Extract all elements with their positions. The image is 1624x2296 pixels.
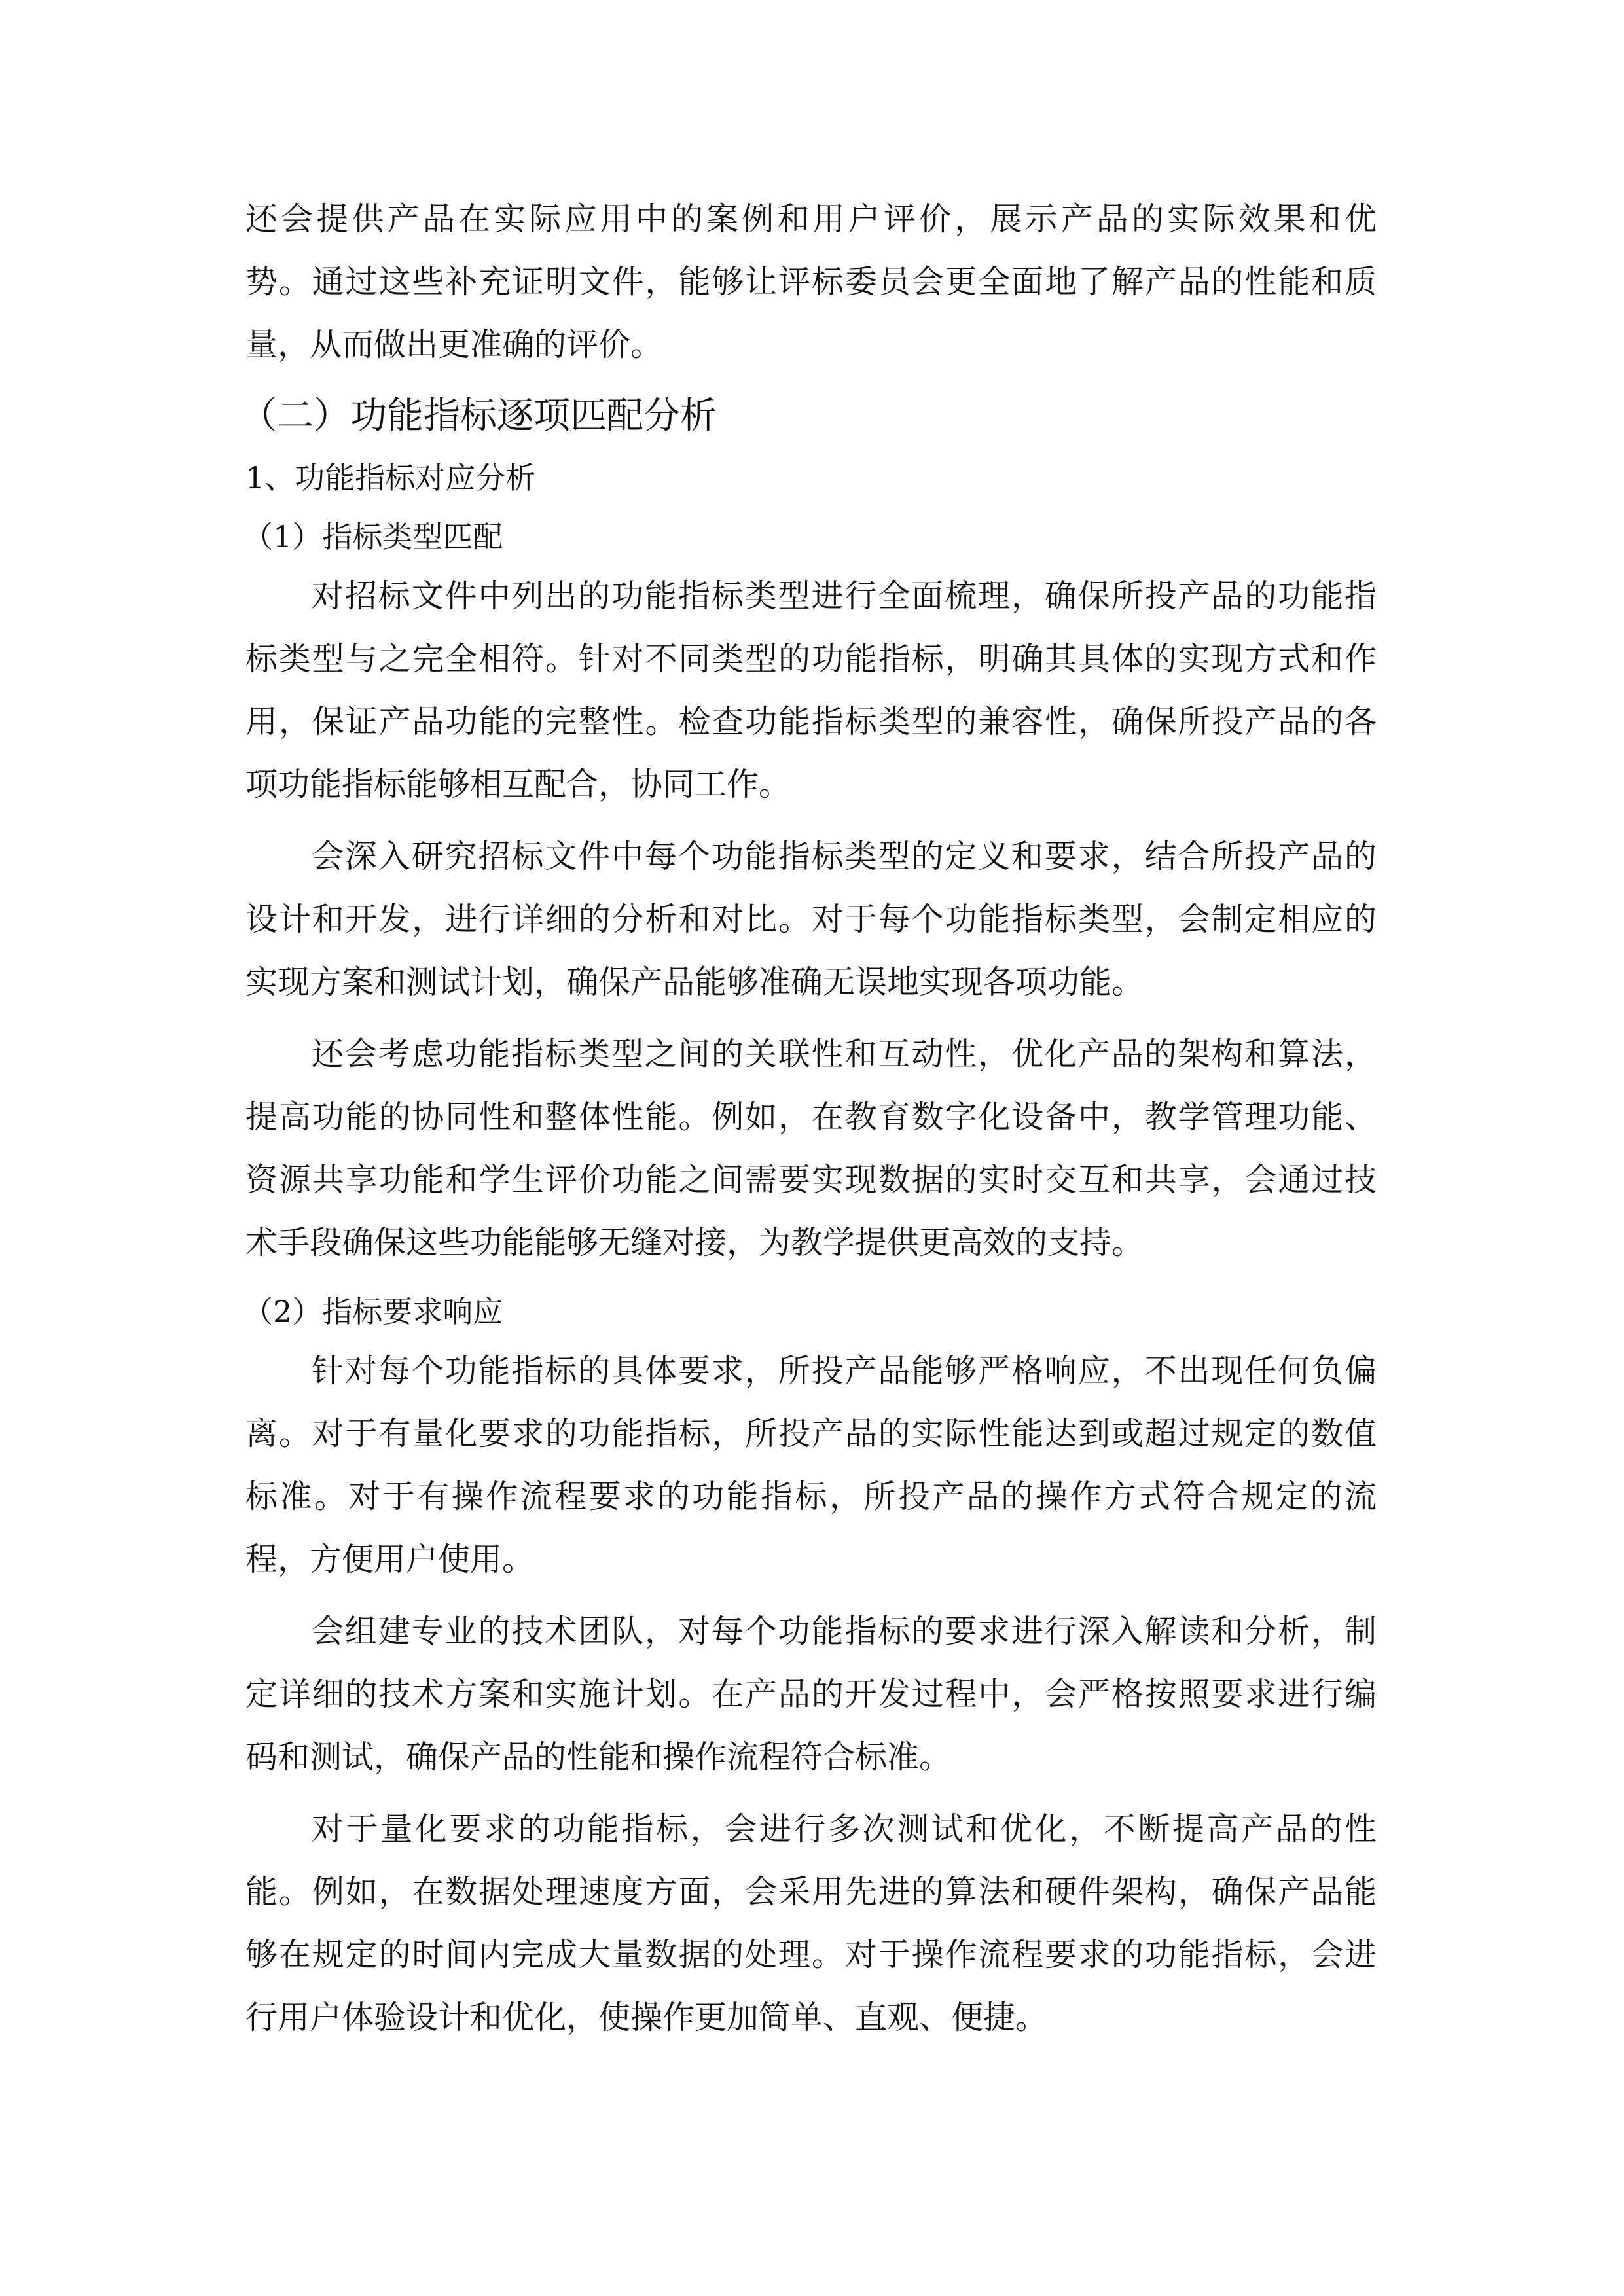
paragraph-line: 针对每个功能指标的具体要求，所投产品能够严格响应，不出现任何负偏 (312, 1352, 1377, 1390)
paragraph-line: 提高功能的协同性和整体性能。例如，在教育数字化设备中，教学管理功能、 (245, 1098, 1377, 1136)
paragraph (245, 1798, 1377, 2049)
paragraph (245, 188, 1377, 376)
paragraph-line: 量，从而做出更准确的评价。 (245, 326, 663, 363)
paragraph-line: 够在规定的时间内完成大量数据的处理。对于操作流程要求的功能指标，会进 (245, 1936, 1377, 1973)
paragraph-line: 标类型与之完全相符。针对不同类型的功能指标，明确其具体的实现方式和作 (245, 640, 1377, 677)
paragraph (245, 1600, 1377, 1789)
paragraph-line: 项功能指标能够相互配合，协同工作。 (245, 766, 791, 803)
paragraph-line: 程，方便用户使用。 (245, 1541, 535, 1578)
paragraph (245, 1340, 1377, 1591)
paragraph-line: 会深入研究招标文件中每个功能指标类型的定义和要求，结合所投产品的 (312, 838, 1377, 875)
subsection-heading: 1、功能指标对应分析 (245, 460, 536, 495)
paragraph-line: 行用户体验设计和优化，使操作更加简单、直观、便捷。 (245, 1999, 1048, 2036)
paragraph-line: 码和测试，确保产品的性能和操作流程符合标准。 (245, 1738, 952, 1776)
item-heading: （1）指标类型匹配 (243, 519, 503, 554)
paragraph-line: 对于量化要求的功能指标，会进行多次测试和优化，不断提高产品的性 (312, 1810, 1377, 1848)
paragraph-line: 对招标文件中列出的功能指标类型进行全面梳理，确保所投产品的功能指 (312, 577, 1377, 615)
paragraph (245, 825, 1377, 1014)
paragraph-line: 还会提供产品在实际应用中的案例和用户评价，展示产品的实际效果和优 (245, 200, 1377, 238)
paragraph (245, 1023, 1377, 1274)
paragraph-line: 用，保证产品功能的完整性。检查功能指标类型的兼容性，确保所投产品的各 (245, 703, 1377, 740)
paragraph (245, 565, 1377, 816)
paragraph-line: 定详细的技术方案和实施计划。在产品的开发过程中，会严格按照要求进行编 (245, 1676, 1377, 1713)
document-body (240, 188, 1377, 2058)
paragraph-line: 设计和开发，进行详细的分析和对比。对于每个功能指标类型，会制定相应的 (245, 901, 1377, 938)
paragraph-line: 标准。对于有操作流程要求的功能指标，所投产品的操作方式符合规定的流 (245, 1478, 1377, 1515)
paragraph-line: 能。例如，在数据处理速度方面，会采用先进的算法和硬件架构，确保产品能 (245, 1873, 1377, 1910)
paragraph-line: 实现方案和测试计划，确保产品能够准确无误地实现各项功能。 (245, 963, 1144, 1001)
paragraph-line: 离。对于有量化要求的功能指标，所投产品的实际性能达到或超过规定的数值 (245, 1415, 1377, 1452)
section-heading: （二）功能指标逐项匹配分析 (240, 395, 717, 437)
paragraph-line: 势。通过这些补充证明文件，能够让评标委员会更全面地了解产品的性能和质 (245, 263, 1377, 300)
paragraph-line: 会组建专业的技术团队，对每个功能指标的要求进行深入解读和分析，制 (312, 1613, 1377, 1650)
paragraph-line: 术手段确保这些功能能够无缝对接，为教学提供更高效的支持。 (245, 1224, 1144, 1261)
paragraph-line: 资源共享功能和学生评价功能之间需要实现数据的实时交互和共享，会通过技 (245, 1161, 1377, 1198)
paragraph-line: 还会考虑功能指标类型之间的关联性和互动性，优化产品的架构和算法， (312, 1035, 1377, 1073)
item-heading: （2）指标要求响应 (243, 1294, 503, 1329)
